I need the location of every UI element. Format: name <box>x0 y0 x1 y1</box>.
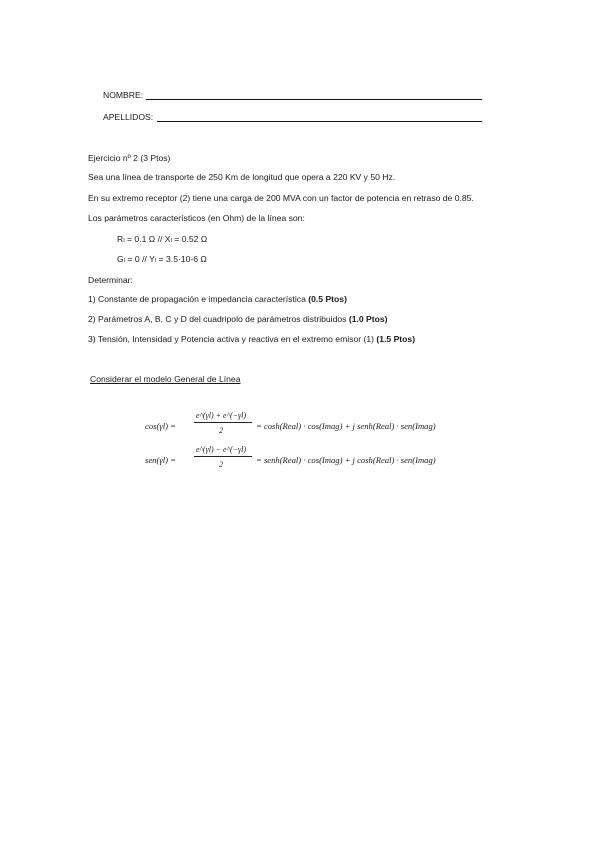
task-item-points: (1.5 Ptos) <box>376 334 416 344</box>
exercise-title: Ejercicio nº 2 (3 Ptos) <box>88 153 171 163</box>
surname-label: APELLIDOS: <box>103 112 154 122</box>
params-row-1: Rₗ = 0.1 Ω // Xₗ = 0.52 Ω <box>117 234 208 244</box>
name-field-line[interactable] <box>146 99 482 100</box>
task-item-points: (0.5 Ptos) <box>308 294 347 304</box>
formula-sen-denominator: 2 <box>219 460 223 469</box>
exercise-line-2: En su extremo receptor (2) tiene una carga de 200 MVA con un factor de potencia en retraso de 0.85. <box>88 193 474 203</box>
task-item-number: 2) <box>88 314 96 324</box>
task-item-2 <box>88 314 388 325</box>
exercise-line-1: Sea una línea de transporte de 250 Km de longitud que opera a 220 KV y 50 Hz. <box>88 172 396 182</box>
task-item-3 <box>88 334 415 345</box>
formula-cos-denominator: 2 <box>219 426 223 435</box>
formula-sen-fraction-bar <box>194 456 252 457</box>
formula-sen-rhs: = senh(Real) · cos(Imag) + j cosh(Real) · sen(Imag) <box>256 455 436 465</box>
exercise-line-3: Los parámetros característicos (en Ohm) de la línea son: <box>88 213 305 223</box>
formula-cos-lhs: cos(γl) = <box>145 421 176 431</box>
model-note: Considerar el modelo General de Línea <box>90 374 241 384</box>
formula-cos-fraction-bar <box>194 422 252 423</box>
task-item-number: 3) <box>88 334 96 344</box>
task-item-1 <box>88 294 347 305</box>
task-item-points: (1.0 Ptos) <box>348 314 388 324</box>
params-row-2: Gₗ = 0 // Yₗ = 3.5·10-6 Ω <box>117 254 207 264</box>
formula-sen-lhs: sen(γl) = <box>145 455 176 465</box>
formula-cos-numerator: e^(γl) + e^(−γl) <box>196 411 247 420</box>
determine-label: Determinar: <box>88 275 133 285</box>
name-label: NOMBRE: <box>103 90 144 100</box>
task-item-number: 1) <box>88 294 96 304</box>
formula-sen-numerator: e^(γl) − e^(−γl) <box>196 445 247 454</box>
task-item-text: Tensión, Intensidad y Potencia activa y reactiva en el extremo emisor (1) <box>97 334 377 344</box>
formula-cos-rhs: = cosh(Real) · cos(Imag) + j senh(Real) · sen(Imag) <box>256 421 436 431</box>
task-item-text: Parámetros A, B, C y D del cuadripolo de parámetros distribuidos <box>98 314 349 324</box>
task-item-text: Constante de propagación e impedancia característica <box>98 294 309 304</box>
surname-field-line[interactable] <box>157 121 482 122</box>
